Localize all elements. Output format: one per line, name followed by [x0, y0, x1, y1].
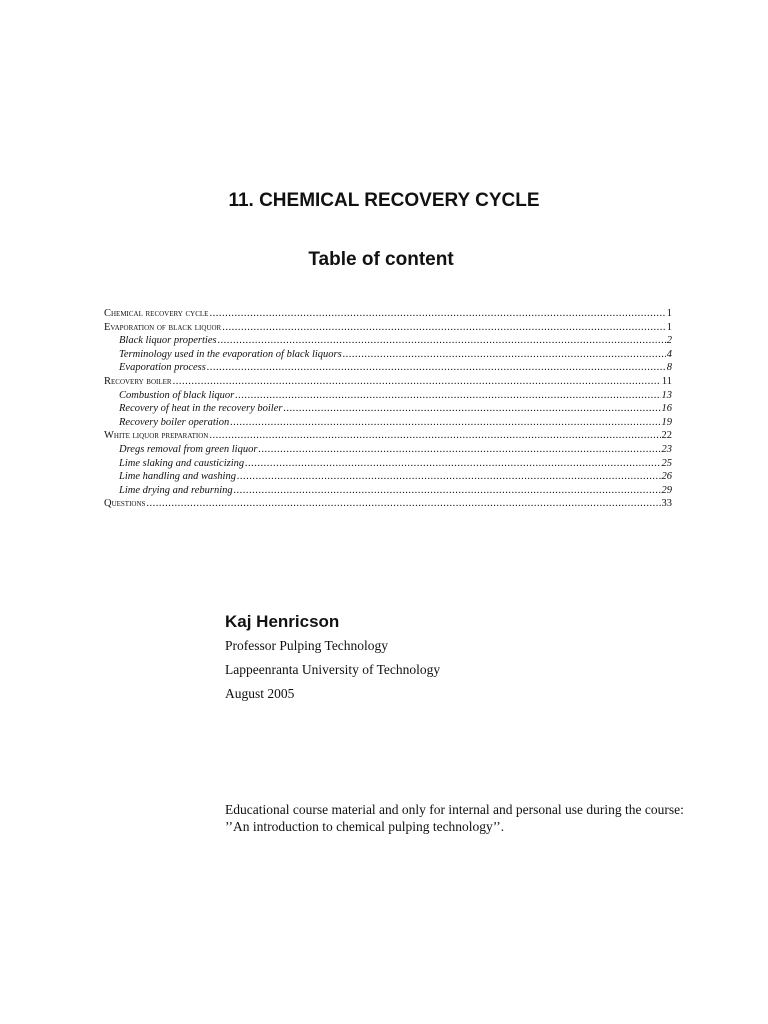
toc-entry-page: 26	[661, 471, 672, 483]
toc-entry-page: 8	[666, 362, 672, 374]
toc-entry[interactable]	[104, 389, 672, 403]
toc-entry-label: White liquor preparation	[104, 430, 209, 442]
toc-entry-label: Questions	[104, 498, 146, 510]
toc-entry-page: 33	[661, 498, 672, 510]
toc-entry[interactable]	[104, 375, 672, 389]
toc-entry[interactable]	[104, 334, 672, 348]
toc-entry[interactable]	[104, 470, 672, 484]
toc-entry[interactable]	[104, 307, 672, 321]
toc-entry-label: Evaporation of black liquor	[104, 321, 222, 333]
toc-leader-dots	[230, 416, 660, 430]
toc-entry-label: Evaporation process	[119, 362, 206, 374]
toc-leader-dots	[209, 429, 660, 443]
table-of-contents	[104, 307, 672, 511]
toc-entry[interactable]	[104, 457, 672, 471]
toc-entry-page: 2	[666, 335, 672, 347]
toc-entry[interactable]	[104, 497, 672, 511]
toc-entry[interactable]	[104, 429, 672, 443]
toc-entry-label: Lime handling and washing	[119, 471, 236, 483]
author-institution: Lappeenranta University of Technology	[225, 662, 441, 677]
document-title: 11. CHEMICAL RECOVERY CYCLE	[228, 190, 540, 211]
toc-entry-page: 22	[661, 430, 672, 442]
toc-leader-dots	[222, 321, 666, 335]
toc-entry-label: Recovery boiler	[104, 375, 172, 387]
toc-entry-label: Chemical recovery cycle	[104, 308, 209, 319]
toc-entry-label: Recovery of heat in the recovery boiler	[119, 403, 283, 415]
toc-entry[interactable]	[104, 348, 672, 362]
toc-leader-dots	[207, 361, 666, 375]
toc-leader-dots	[237, 470, 661, 484]
toc-leader-dots	[146, 497, 660, 511]
toc-leader-dots	[343, 348, 666, 362]
toc-entry-label: Lime drying and reburning	[119, 484, 233, 496]
toc-entry[interactable]	[104, 443, 672, 457]
toc-leader-dots	[209, 307, 665, 321]
toc-entry-page: 11	[661, 375, 672, 387]
toc-entry[interactable]	[104, 416, 672, 430]
author-position: Professor Pulping Technology	[225, 638, 389, 653]
author-name: Kaj Henricson	[225, 612, 340, 631]
toc-entry-page: 16	[661, 403, 672, 415]
toc-entry-label: Combustion of black liquor	[119, 389, 235, 401]
toc-entry[interactable]	[104, 402, 672, 416]
toc-heading: Table of content	[308, 249, 454, 270]
toc-entry-page: 25	[661, 457, 672, 469]
document-date: August 2005	[225, 686, 295, 701]
toc-entry-page: 19	[661, 416, 672, 428]
toc-leader-dots	[173, 375, 661, 389]
usage-note: Educational course material and only for internal and personal use during the course: ’’An introduction to chemical pulping technology’’.	[225, 802, 684, 834]
toc-entry-page: 13	[661, 389, 672, 401]
toc-leader-dots	[283, 402, 660, 416]
toc-entry[interactable]	[104, 484, 672, 498]
toc-entry-page: 1	[666, 308, 672, 319]
toc-leader-dots	[258, 443, 660, 457]
toc-entry[interactable]	[104, 321, 672, 335]
toc-entry-page: 4	[666, 348, 672, 360]
toc-leader-dots	[235, 389, 660, 403]
toc-entry-page: 23	[661, 443, 672, 455]
toc-entry-label: Dregs removal from green liquor	[119, 443, 258, 455]
toc-entry-label: Lime slaking and causticizing	[119, 457, 245, 469]
toc-entry-page: 29	[661, 484, 672, 496]
toc-leader-dots	[245, 457, 660, 471]
toc-entry-page: 1	[666, 321, 672, 333]
toc-entry-label: Black liquor properties	[119, 335, 217, 347]
toc-leader-dots	[218, 334, 666, 348]
toc-leader-dots	[234, 484, 661, 498]
toc-entry-label: Terminology used in the evaporation of black liquors	[119, 348, 342, 360]
toc-entry[interactable]	[104, 361, 672, 375]
toc-entry-label: Recovery boiler operation	[119, 416, 230, 428]
